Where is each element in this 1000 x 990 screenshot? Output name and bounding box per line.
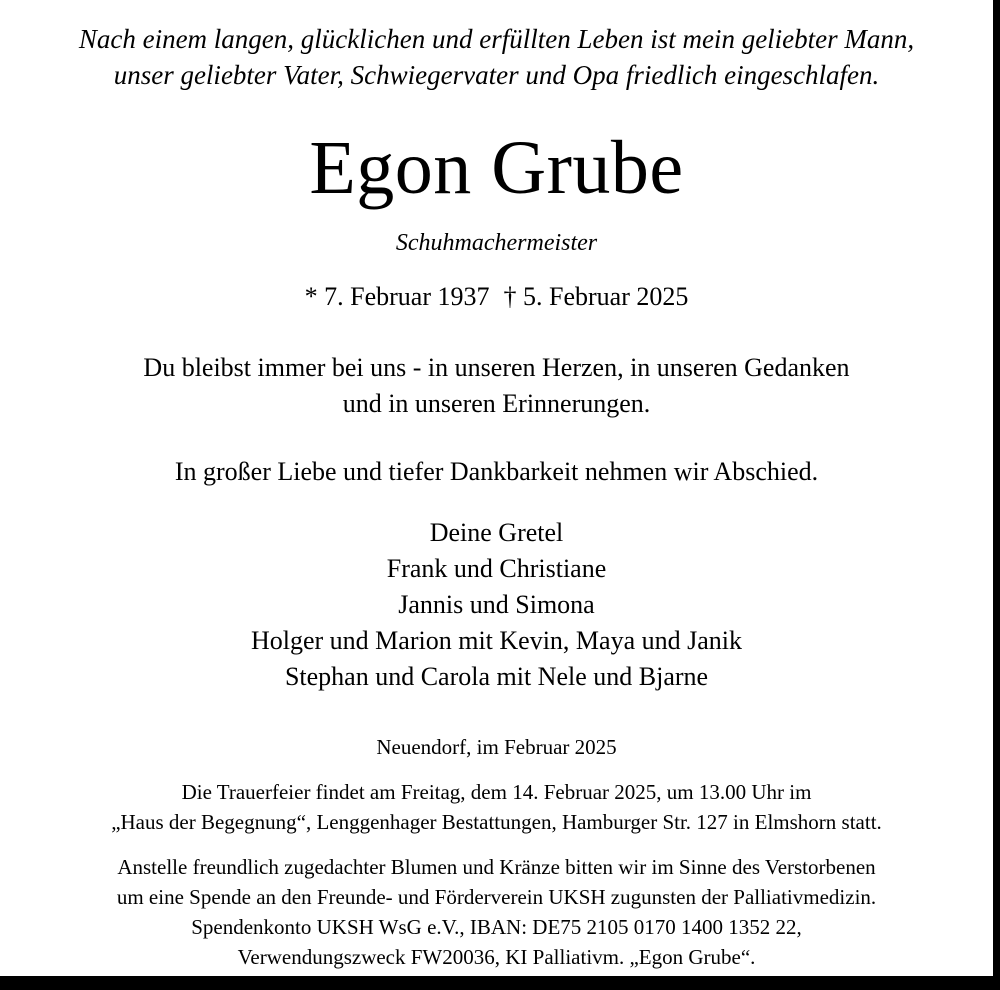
life-dates (0, 281, 993, 313)
donation-line-4: Verwendungszweck FW20036, KI Palliativm. „Egon Grube“. (237, 945, 756, 969)
birth-date: * 7. Februar 1937 (304, 282, 490, 311)
funeral-line-2: „Haus der Begegnung“, Lenggenhager Bestattungen, Hamburger Str. 127 in Elmshorn statt. (111, 810, 882, 834)
deceased-name: Egon Grube (309, 126, 684, 210)
mourner-4: Holger und Marion mit Kevin, Maya und Janik (250, 626, 743, 655)
farewell-text: In großer Liebe und tiefer Dankbarkeit nehmen wir Abschied. (174, 457, 819, 486)
death-date: † 5. Februar 2025 (503, 282, 689, 311)
message-line-2: und in unseren Erinnerungen. (342, 389, 651, 418)
donation-line-3: Spendenkonto UKSH WsG e.V., IBAN: DE75 2105 0170 1400 1352 22, (191, 915, 802, 939)
donation-line-2: um eine Spende an den Freunde- und Förderverein UKSH zugunsten der Palliativmedizin. (116, 885, 877, 909)
donation-line-1: Anstelle freundlich zugedachter Blumen und Kränze bitten wir im Sinne des Verstorbenen (117, 855, 876, 879)
intro-line-1: Nach einem langen, glücklichen und erfüllten Leben ist mein geliebter Mann, (78, 24, 915, 54)
mourner-1: Deine Gretel (429, 518, 564, 547)
mourner-2: Frank und Christiane (386, 554, 607, 583)
mourner-3: Jannis und Simona (398, 590, 595, 619)
mourner-5: Stephan und Carola mit Nele und Bjarne (284, 662, 709, 691)
intro-line-2: unser geliebter Vater, Schwiegervater und Opa friedlich eingeschlafen. (113, 60, 880, 90)
message-line-1: Du bleibst immer bei uns - in unseren Herzen, in unseren Gedanken (143, 353, 850, 382)
place-date: Neuendorf, im Februar 2025 (376, 735, 617, 759)
funeral-line-1: Die Trauerfeier findet am Freitag, dem 14. Februar 2025, um 13.00 Uhr im (181, 780, 812, 804)
deceased-profession: Schuhmachermeister (395, 230, 598, 256)
